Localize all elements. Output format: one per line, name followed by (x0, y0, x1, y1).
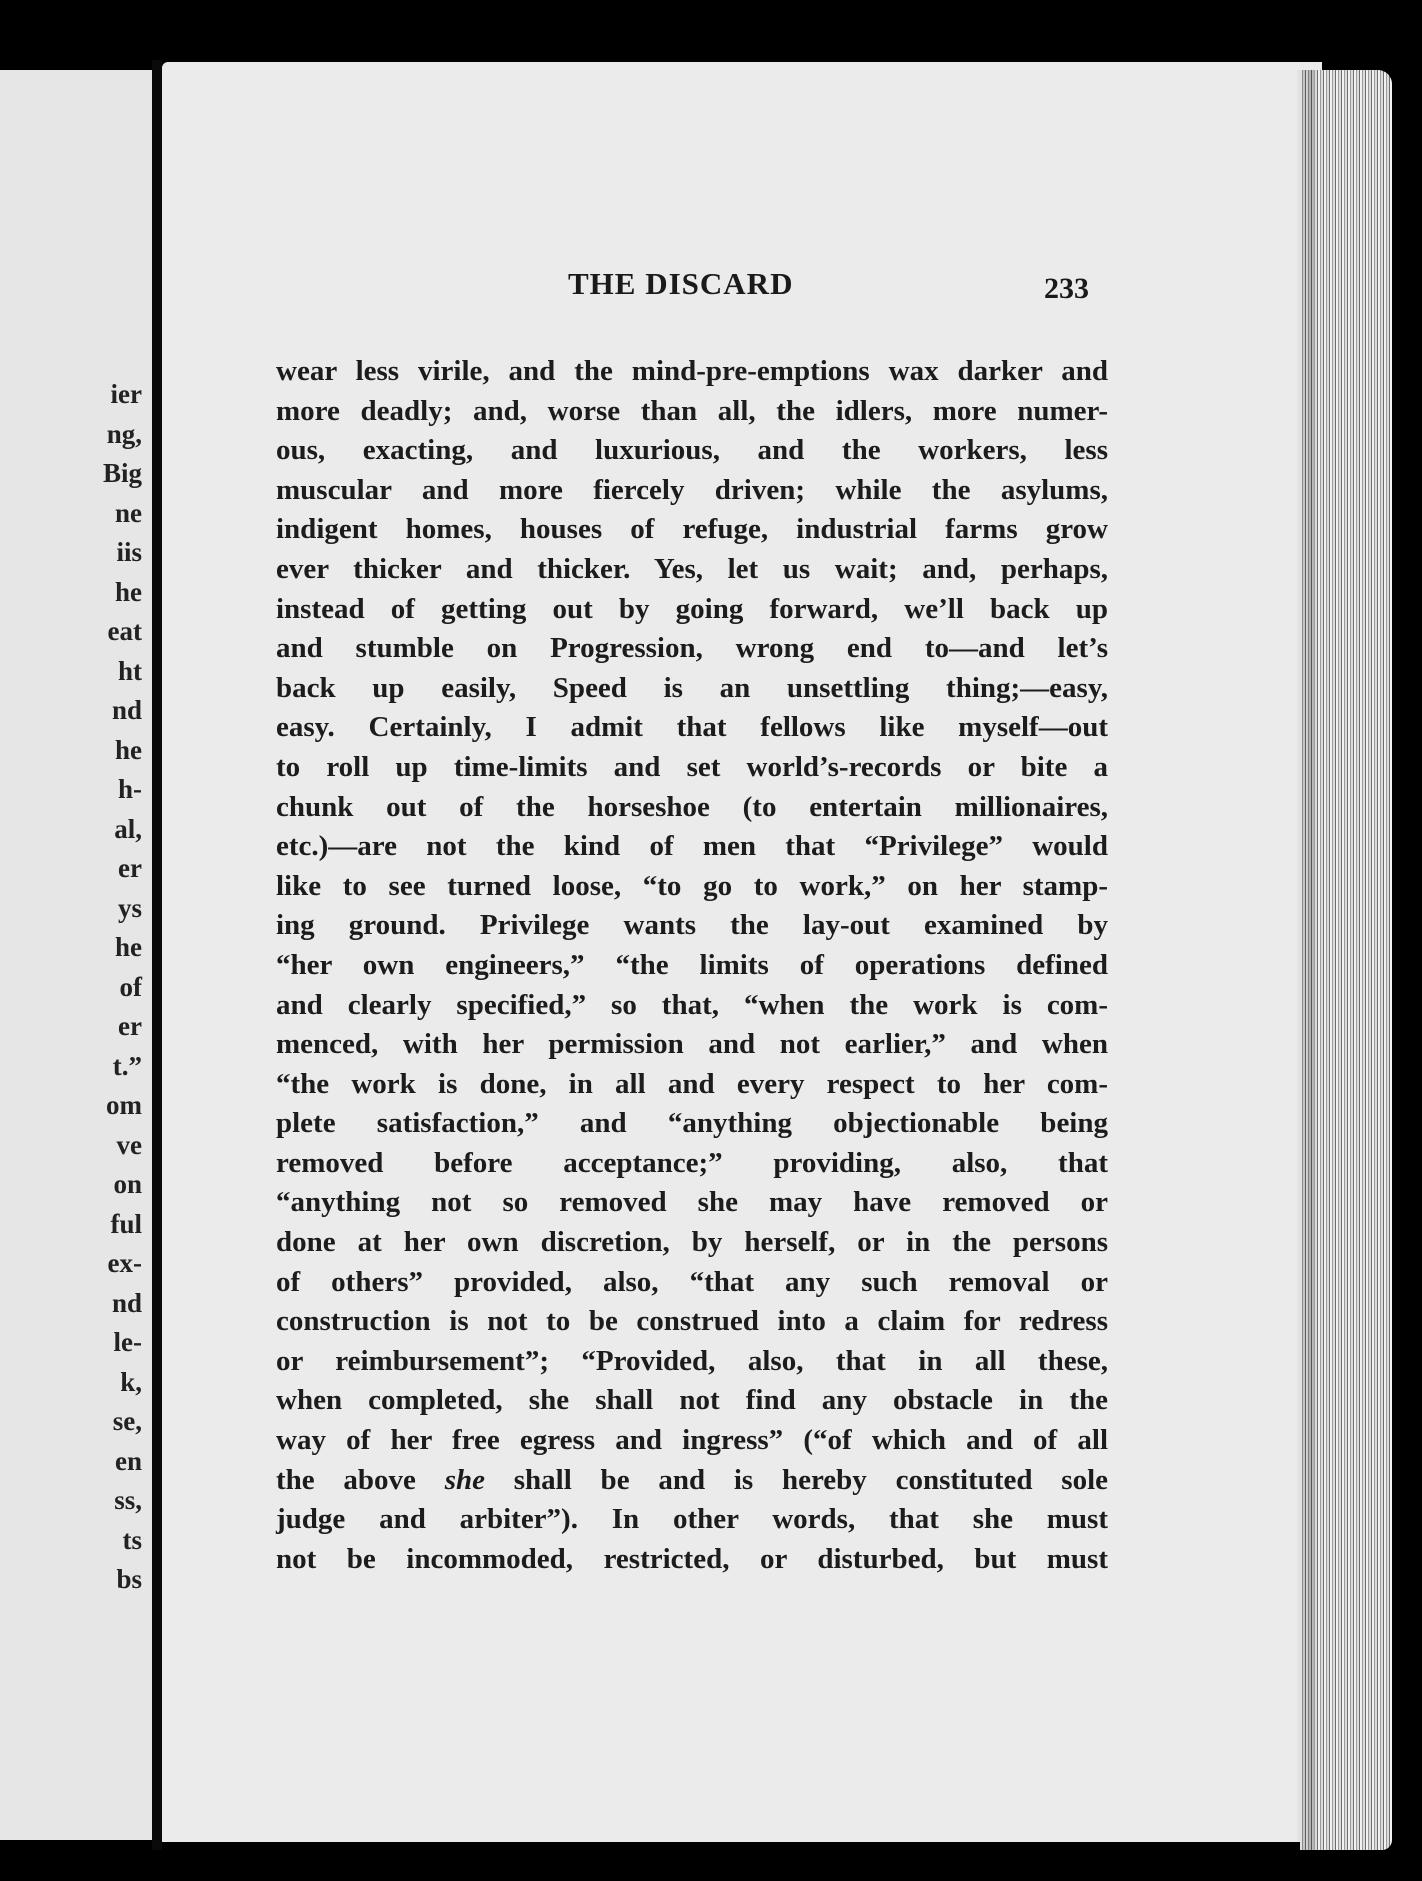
text-line-content: construction is not to be construed into a claim for redress (276, 1305, 1108, 1338)
text-line-content: chunk out of the horseshoe (to entertain millionaires, (276, 790, 1108, 823)
left-page-fragment: ss, (114, 1485, 142, 1515)
text-line (276, 827, 1108, 867)
text-line-content: menced, with her permission and not earlier,” and when (276, 1028, 1108, 1061)
text-line-content: back up easily, Speed is an unsettling thing;—easy, (276, 671, 1108, 704)
left-page-fragment: ve (116, 1129, 142, 1160)
text-line-content: “her own engineers,” “the limits of operations defined (276, 948, 1108, 981)
left-page-fragment: Big (102, 458, 142, 488)
text-line-content: done at her own discretion, by herself, or in the persons (276, 1226, 1108, 1259)
text-line (276, 590, 1108, 630)
text-line (276, 1381, 1108, 1421)
text-line (276, 629, 1108, 669)
text-line-content: easy. Certainly, I admit that fellows like myself—out (276, 711, 1108, 744)
left-page-fragment: er (118, 1011, 142, 1041)
text-line-content: and clearly specified,” so that, “when the work is com- (276, 988, 1108, 1021)
left-facing-page (0, 70, 152, 1840)
left-page-fragment: se, (112, 1406, 142, 1436)
left-page-fragment: nd (111, 695, 142, 725)
emphasis: she (444, 1463, 485, 1496)
text-line-content: “the work is done, in all and every respect to her com- (276, 1067, 1108, 1100)
text-line-content: ous, exacting, and luxurious, and the workers, less (276, 434, 1108, 467)
text-line-content: way of her free egress and ingress” (“of which and of all (276, 1424, 1108, 1457)
text-line (276, 867, 1108, 907)
text-line (276, 550, 1108, 590)
text-line (276, 1065, 1108, 1105)
left-page-fragment: ht (117, 655, 142, 686)
text-line-content: “anything not so removed she may have removed or (276, 1186, 1108, 1219)
left-page-fragment: al, (114, 813, 142, 844)
left-page-fragment: he (115, 734, 142, 765)
text-line (276, 1144, 1108, 1184)
text-line-content: or reimbursement”; “Provided, also, that in all these, (276, 1344, 1108, 1377)
left-page-fragment: ts (122, 1524, 142, 1555)
left-page-fragment: ne (115, 497, 142, 528)
text-line (276, 669, 1108, 709)
text-line (276, 906, 1108, 946)
left-page-fragment: bs (116, 1564, 142, 1594)
text-line (276, 1540, 1108, 1580)
text-line (276, 471, 1108, 511)
text-line-content: removed before acceptance;” providing, also, that (276, 1146, 1108, 1179)
body-text (276, 352, 1108, 1579)
left-page-fragment: h- (117, 774, 142, 804)
text-line (276, 1183, 1108, 1223)
left-page-fragment: ier (110, 379, 142, 409)
left-page-fragment: er (118, 853, 142, 883)
left-page-fragment: he (115, 932, 142, 962)
left-page-fragment: k, (120, 1366, 142, 1397)
left-page-fragment: on (113, 1169, 142, 1199)
page-edge-shadow (1296, 70, 1314, 1850)
text-line (276, 1500, 1108, 1540)
text-line (276, 352, 1108, 392)
text-line-content: judge and arbiter”). In other words, that she must (276, 1503, 1108, 1536)
text-line (276, 1223, 1108, 1263)
text-line (276, 392, 1108, 432)
text-line (276, 708, 1108, 748)
left-page-fragment: ys (117, 892, 142, 923)
text-line-content: indigent homes, houses of refuge, industrial farms grow (276, 513, 1108, 546)
text-line (276, 1342, 1108, 1382)
left-page-fragment: ful (110, 1208, 142, 1239)
left-page-fragment: en (115, 1445, 142, 1476)
text-line (276, 1104, 1108, 1144)
running-head: THE DISCARD (568, 266, 794, 301)
text-line (276, 788, 1108, 828)
text-line (276, 431, 1108, 471)
text-line-content: when completed, she shall not find any obstacle in the (276, 1384, 1108, 1417)
text-line-content: instead of getting out by going forward, we’ll back up (276, 592, 1108, 625)
text-line-content: wear less virile, and the mind-pre-emptions wax darker and (276, 355, 1108, 387)
text-line-content: ing ground. Privilege wants the lay-out examined by (276, 909, 1108, 942)
left-page-fragment: of (119, 971, 142, 1002)
text-line-content: and stumble on Progression, wrong end to—and let’s (276, 632, 1108, 665)
page-number: 233 (1044, 272, 1089, 305)
text-line (276, 1461, 1108, 1501)
text-line (276, 986, 1108, 1026)
left-page-fragment: iis (116, 537, 142, 567)
left-page-fragment: ng, (106, 418, 142, 449)
left-page-fragment: om (106, 1090, 142, 1120)
left-page-fragment: eat (107, 616, 142, 646)
text-line-content: to roll up time-limits and set world’s-records or bite a (276, 750, 1108, 783)
text-line (276, 748, 1108, 788)
text-line-content: plete satisfaction,” and “anything objectionable being (276, 1107, 1108, 1140)
text-line-content: the above she shall be and is hereby constituted sole (276, 1463, 1108, 1496)
text-line (276, 1302, 1108, 1342)
left-page-fragment: t.” (112, 1050, 142, 1081)
text-line (276, 946, 1108, 986)
text-line-content: more deadly; and, worse than all, the idlers, more numer- (276, 394, 1108, 427)
text-line-content: etc.)—are not the kind of men that “Privilege” would (276, 830, 1108, 863)
book-gutter (152, 60, 162, 1850)
text-line-content: muscular and more fiercely driven; while the asylums, (276, 473, 1108, 506)
text-line-content: of others” provided, also, “that any such removal or (276, 1265, 1108, 1298)
text-line (276, 1263, 1108, 1303)
text-line-content: ever thicker and thicker. Yes, let us wait; and, perhaps, (276, 552, 1108, 585)
text-line (276, 510, 1108, 550)
text-line (276, 1025, 1108, 1065)
text-line-content: like to see turned loose, “to go to work,” on her stamp- (276, 869, 1108, 902)
text-line (276, 1421, 1108, 1461)
left-page-fragment: le- (113, 1327, 142, 1357)
left-page-fragment: nd (111, 1287, 142, 1318)
left-page-fragment: he (115, 576, 142, 607)
text-line-content: not be incommoded, restricted, or disturbed, but must (276, 1542, 1108, 1575)
left-page-line-fragments (103, 375, 142, 1600)
left-page-fragment: ex- (107, 1248, 142, 1278)
